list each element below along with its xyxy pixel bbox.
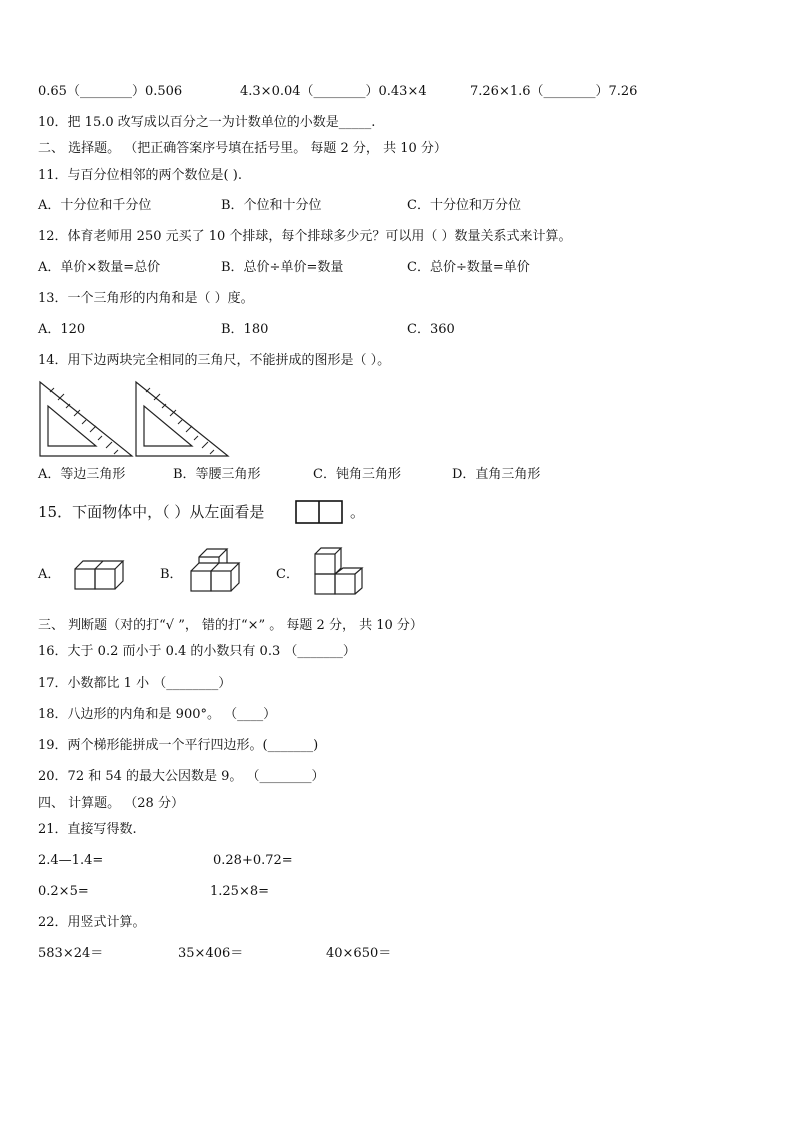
left-view-two-squares: [295, 500, 343, 524]
q11-option-b: B．个位和十分位: [221, 198, 322, 213]
q21-item-1: 2.4—1.4=: [38, 853, 104, 868]
cube-figure-b: [190, 554, 242, 594]
set-square-right: [136, 382, 228, 456]
q13-option-b: B．180: [221, 322, 269, 337]
cube-figure-a: [74, 560, 124, 592]
cube-figure-c: [314, 548, 364, 598]
question-18: 18．八边形的内角和是 900°。 （____）: [38, 707, 277, 722]
q11-option-c: C．十分位和万分位: [407, 198, 521, 213]
q21-item-4: 1.25×8=: [210, 884, 270, 899]
question-15: 15．下面物体中，（ ）从左面看是: [38, 503, 265, 521]
q22-item-1: 583×24＝: [38, 946, 104, 961]
compare-item-2: 4.3×0.04（________）0.43×4: [240, 84, 427, 99]
question-17: 17．小数都比 1 小 （________）: [38, 676, 232, 691]
q12-option-a: A．单价×数量=总价: [38, 260, 161, 275]
q14-option-c: C．钝角三角形: [313, 467, 401, 482]
q22-item-2: 35×406＝: [178, 946, 244, 961]
question-19: 19．两个梯形能拼成一个平行四边形。(_______): [38, 738, 319, 753]
q14-option-a: A．等边三角形: [38, 467, 126, 482]
q22-item-3: 40×650＝: [326, 946, 392, 961]
q12-option-b: B．总价÷单价=数量: [221, 260, 344, 275]
q15-stem-end: 。: [350, 503, 366, 521]
question-11: 11．与百分位相邻的两个数位是( ).: [38, 168, 242, 183]
compare-item-3: 7.26×1.6（________）7.26: [470, 84, 638, 99]
question-21: 21．直接写得数.: [38, 822, 137, 837]
section-2-heading: 二、 选择题。 （把正确答案序号填在括号里。 每题 2 分， 共 10 分）: [38, 141, 447, 156]
q13-option-c: C．360: [407, 322, 455, 337]
question-12: 12．体育老师用 250 元买了 10 个排球，每个排球多少元？可以用（ ）数量关系式来计算。: [38, 229, 572, 244]
question-14: 14．用下边两块完全相同的三角尺，不能拼成的图形是（ ）。: [38, 353, 391, 368]
q15-label-c: C．: [276, 567, 299, 582]
question-13: 13．一个三角形的内角和是（ ）度。: [38, 291, 254, 306]
q13-option-a: A．120: [38, 322, 86, 337]
q21-item-2: 0.28+0.72=: [213, 853, 293, 868]
q14-option-b: B．等腰三角形: [173, 467, 261, 482]
q15-label-b: B．: [160, 567, 183, 582]
q14-option-d: D．直角三角形: [452, 467, 541, 482]
section-4-heading: 四、 计算题。 （28 分）: [38, 796, 184, 811]
question-22: 22．用竖式计算。: [38, 915, 146, 930]
section-3-heading: 三、 判断题（对的打“√ ”， 错的打“×” 。 每题 2 分， 共 10 分）: [38, 618, 423, 633]
q15-label-a: A．: [38, 567, 61, 582]
q11-option-a: A．十分位和千分位: [38, 198, 152, 213]
q21-item-3: 0.2×5=: [38, 884, 89, 899]
compare-item-1: 0.65（________）0.506: [38, 84, 183, 99]
question-20: 20．72 和 54 的最大公因数是 9。 （________）: [38, 769, 325, 784]
q12-option-c: C．总价÷数量=单价: [407, 260, 530, 275]
set-square-left: [40, 382, 132, 456]
question-16: 16．大于 0.2 而小于 0.4 的小数只有 0.3 （_______）: [38, 644, 356, 659]
set-square-figure: [38, 380, 238, 460]
question-10: 10．把 15.0 改写成以百分之一为计数单位的小数是_____.: [38, 115, 376, 130]
